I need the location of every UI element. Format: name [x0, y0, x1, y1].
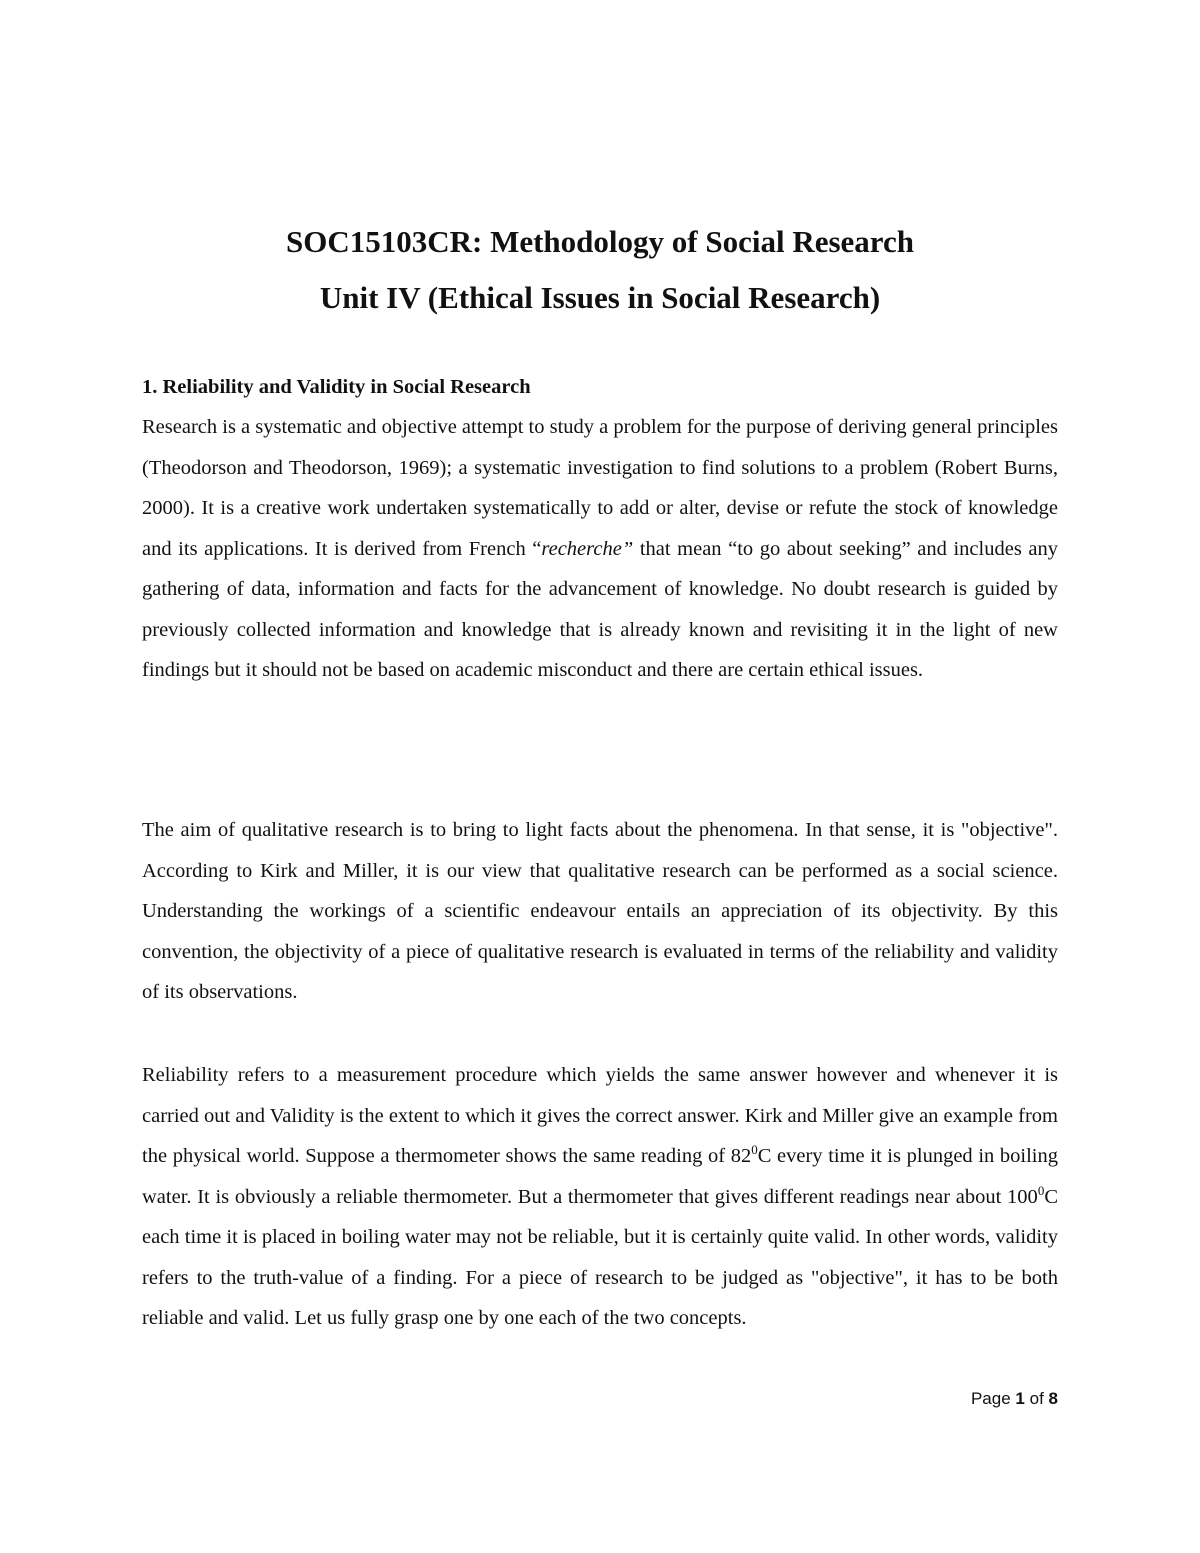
footer-of-word: of	[1029, 1389, 1044, 1408]
paragraph-1-text-a: Research is a systematic and objective attempt to study a problem for the purpose of deriving general principles (Theodorson and Theodorson, 1969); a systematic investigation to find solutions to a problem (Robert Burns, 2000). It is a creative work undertaken systematically to add or alter, devise or refute the stock of knowledge and its applications. It is derived from French “	[142, 416, 1058, 560]
paragraph-2-text: The aim of qualitative research is to bring to light facts about the phenomena. In that sense, it is "objective". According to Kirk and Miller, it is our view that qualitative research can be performed as a social science. Understanding the workings of a scientific endeavour entails an appreciation of its objectivity. By this convention, the objectivity of a piece of qualitative research is evaluated in terms of the reliability and validity of its observations.	[142, 819, 1058, 1003]
paragraph-3-text-b: C every time it is plunged in boiling water. It is obviously a reliable thermometer. But a thermometer that gives different readings near about 100	[142, 1145, 1058, 1208]
paragraph-qualitative-objectivity	[142, 810, 1058, 1013]
footer-total-pages: 8	[1048, 1389, 1058, 1408]
paragraph-research-definition	[142, 407, 1058, 691]
document-subtitle: Unit IV (Ethical Issues in Social Research)	[319, 280, 881, 315]
paragraph-reliability-validity	[142, 1055, 1058, 1339]
paragraph-1-italic-term: recherche”	[541, 537, 634, 560]
paragraph-3-text-a: Reliability refers to a measurement procedure which yields the same answer however and whenever it is carried out and Validity is the extent to which it gives the correct answer. Kirk and Miller give an example from the physical world. Suppose a thermometer shows the same reading of 82	[142, 1064, 1058, 1167]
degree-superscript-1: 0	[751, 1142, 758, 1158]
page-number-footer	[971, 1387, 1058, 1411]
document-title: SOC15103CR: Methodology of Social Research	[286, 224, 914, 259]
paragraph-1-text-b: that mean “to go about seeking” and includes any gathering of data, information and facts for the advancement of knowledge. No doubt research is guided by previously collected information and knowledge that is already known and revisiting it in the light of new findings but it should not be based on academic misconduct and there are certain ethical issues.	[142, 537, 1058, 681]
footer-page-word: Page	[970, 1389, 1011, 1408]
footer-current-page: 1	[1015, 1389, 1025, 1408]
section-heading: 1. Reliability and Validity in Social Research	[142, 376, 531, 398]
degree-superscript-2: 0	[1037, 1182, 1045, 1198]
paragraph-3-text-c: C each time it is placed in boiling water may not be reliable, but it is certainly quite valid. In other words, validity refers to the truth-value of a finding. For a piece of research to be judged as "objective", it has to be both reliable and valid. Let us fully grasp one by one each of the two concepts.	[142, 1185, 1058, 1329]
